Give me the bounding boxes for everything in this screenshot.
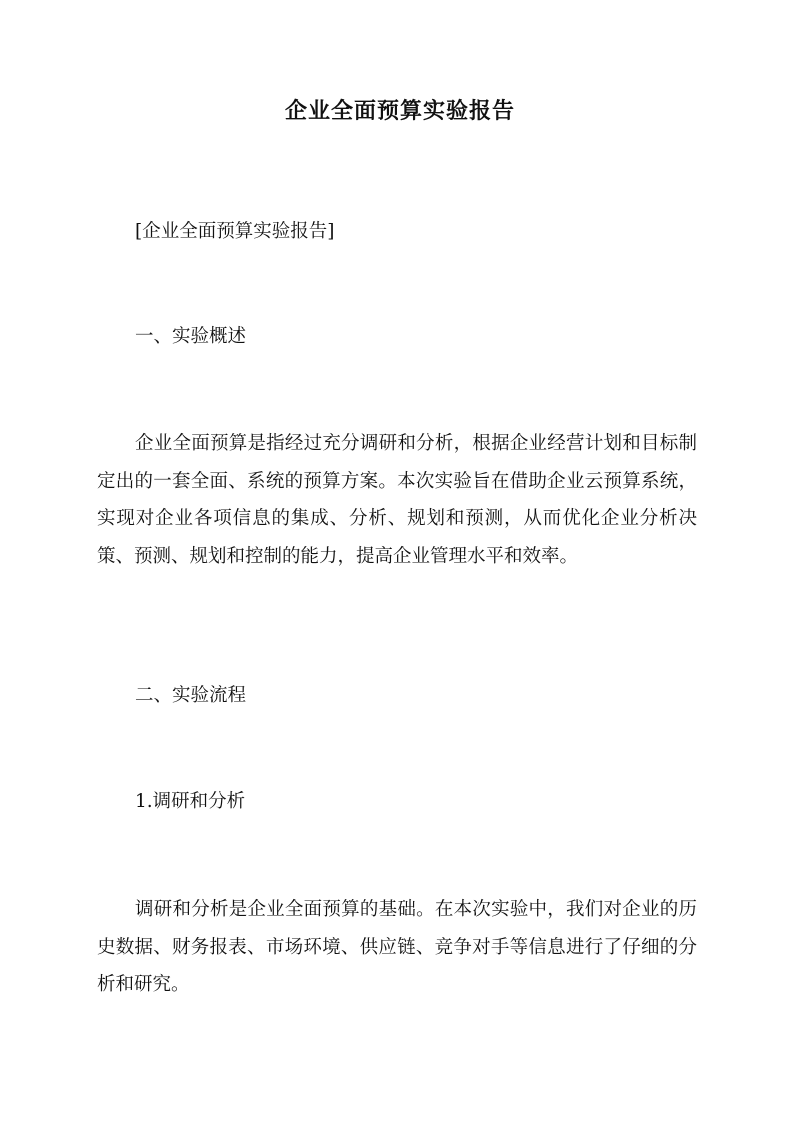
document-title: 企业全面预算实验报告 [284, 98, 515, 124]
section1-heading: 一、实验概述 [135, 326, 247, 347]
subsection1-paragraph: 调研和分析是企业全面预算的基础。在本次实验中，我们对企业的历史数据、财务报表、市场环境、供应链、竞争对手等信息进行了仔细的分析和研究。 [97, 899, 697, 995]
section1-paragraph: 企业全面预算是指经过充分调研和分析，根据企业经营计划和目标制定出的一套全面、系统的预算方案。本次实验旨在借助企业云预算系统，实现对企业各项信息的集成、分析、规划和预测，从而优化企业分析决策、预测、规划和控制的能力，提高企业管理水平和效率。 [97, 433, 697, 567]
bracket-title: [企业全面预算实验报告] [135, 221, 335, 242]
subsection1-heading: 1.调研和分析 [135, 791, 246, 812]
section2-heading: 二、实验流程 [135, 685, 247, 706]
